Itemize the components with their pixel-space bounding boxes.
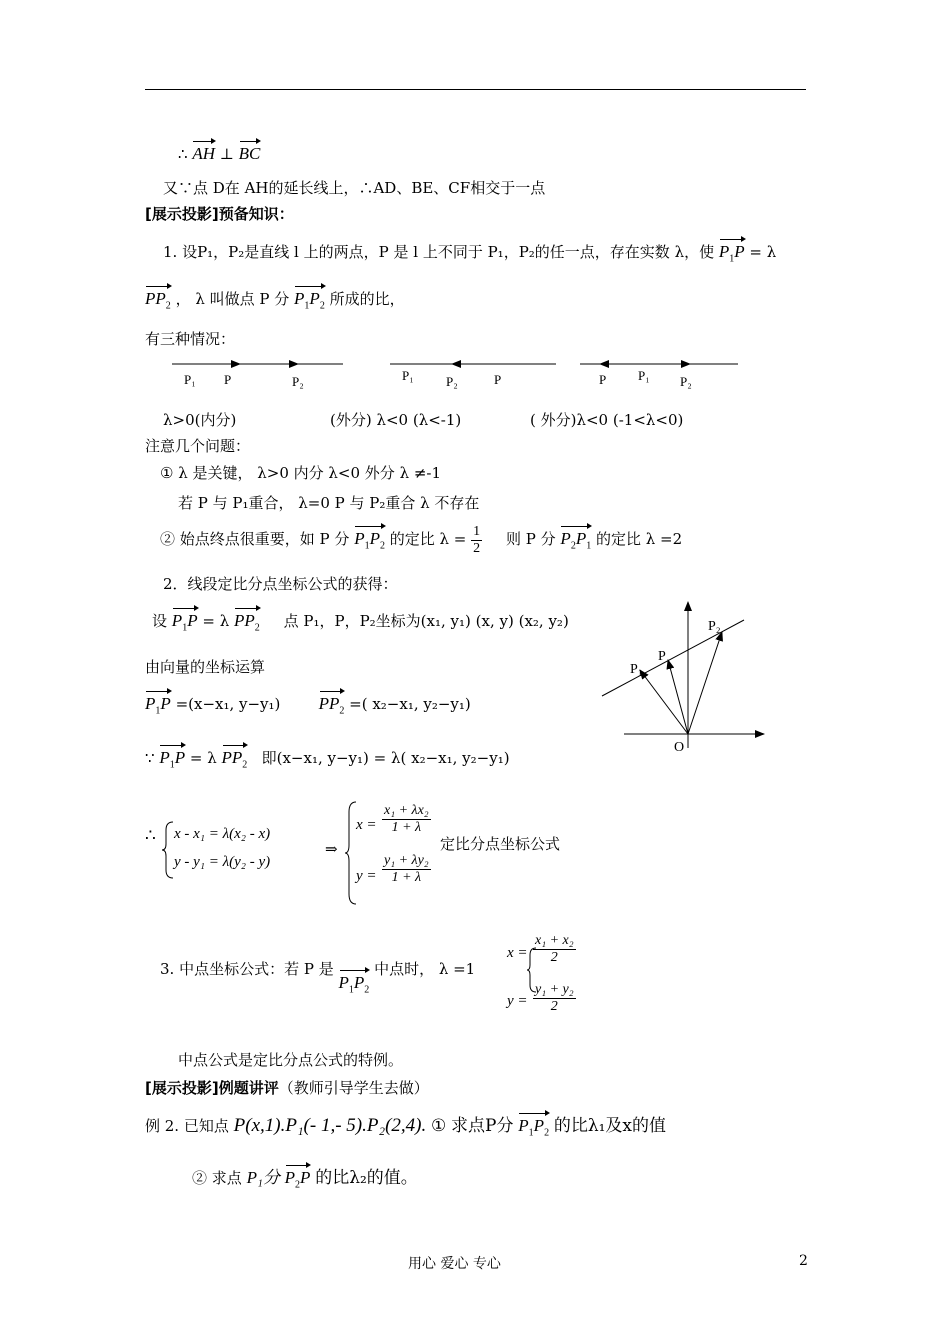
section-title-prep: [展示投影]预备知识： xyxy=(145,205,294,223)
coordinate-diagram xyxy=(598,598,770,758)
vector-p1p-coord: $P_1P$ xyxy=(145,688,171,716)
mid-y-num: y₁ + y₂ xyxy=(535,982,574,997)
vector-pp2-because: $PP_2$ xyxy=(222,742,248,770)
vector-pp2-value: =( x₂−x₁, y₂−y₁) xyxy=(349,695,471,713)
fraction-num: 1 xyxy=(473,523,481,539)
sys-y-frac xyxy=(382,853,431,886)
example-2-text-d: P₁分 xyxy=(246,1168,280,1187)
vector-p1p-because: $P_1P$ xyxy=(159,742,185,770)
sys-y-lhs: y = xyxy=(356,868,377,884)
vector-p1p2: $P_1P_2$ xyxy=(294,283,325,311)
para-3-text-a: 3. 中点坐标公式：若 P 是 xyxy=(160,960,334,978)
label-p1: P₁ xyxy=(630,662,643,677)
notes-title: 注意几个问题： xyxy=(145,437,251,455)
example-2-text-e: 的比λ₂的值。 xyxy=(315,1168,418,1188)
left-brace-2 xyxy=(344,800,358,906)
case2-label-p2: P₂ xyxy=(446,374,458,389)
mid-x-den: 2 xyxy=(550,950,558,965)
vector-p1p-value: =(x−x₁, y−y₁) xyxy=(175,695,281,713)
sys-x-frac xyxy=(382,803,431,836)
because-eq: = λ xyxy=(189,749,217,767)
vector-pp2: $PP_2$ xyxy=(145,283,171,311)
case3-label-p2: P₂ xyxy=(680,374,692,389)
sys-label: 定比分点坐标公式 xyxy=(440,835,561,853)
sys-eq-1: x - x₁ = λ(x₂ - x) xyxy=(174,826,271,842)
section-title-examples-rest: （教师引导学生去做） xyxy=(278,1079,429,1097)
mid-y-den: 2 xyxy=(550,999,558,1014)
line-altitudes: 又∵点 D在 AH的延长线上，∴AD、BE、CF相交于一点 xyxy=(163,179,546,197)
example-2-text-c: 的比λ₁及x的值 xyxy=(553,1116,667,1136)
case1-label-p2: P₂ xyxy=(292,374,304,389)
line-l xyxy=(602,620,744,696)
case1-label-p1: P₁ xyxy=(184,372,196,387)
example-2-points: P(x,1).P₁(- 1,- 5).P₂(2,4). xyxy=(233,1115,427,1136)
case2-label-p: P xyxy=(494,372,502,387)
vector-pp2-set: $PP_2$ xyxy=(234,605,260,633)
therefore-symbol: ∴ xyxy=(178,145,188,163)
implies-arrow: ⇒ xyxy=(325,840,338,858)
vector-p1p2-mid: $P_1P_2$ xyxy=(339,967,370,995)
para-2-set-label: 设 xyxy=(152,612,168,630)
para-3-text-b: 中点时， λ =1 xyxy=(374,960,476,978)
three-cases-diagram xyxy=(160,352,760,394)
para-1-text-c: 所成的比， xyxy=(329,290,405,308)
mid-y-lhs: y = xyxy=(507,993,528,1009)
because-text: 即(x−x₁, y−y₁) = λ( x₂−x₁, y₂−y₁) xyxy=(261,749,510,767)
mid-x-lhs: x = xyxy=(507,945,528,961)
vector-p1p2-note: $P_1P_2$ xyxy=(354,523,385,551)
note-2-text-a: ② 始点终点很重要，如 P 分 xyxy=(160,530,350,548)
para-2-eq: = λ xyxy=(202,612,230,630)
section-title-examples-bold: [展示投影]例题讲评 xyxy=(145,1079,279,1097)
perp-symbol: ⊥ xyxy=(219,145,234,163)
case3-description: ( 外分)λ<0 (-1<λ<0) xyxy=(530,411,684,429)
note-2 xyxy=(160,523,682,557)
sys-x-den: 1 + λ xyxy=(391,820,422,835)
para-2-coords: 点 P₁，P，P₂坐标为(x₁, y₁) (x, y) (x₂, y₂) xyxy=(283,612,569,630)
section-title-examples xyxy=(145,1077,429,1098)
sys-y-num: y₁ + λy₂ xyxy=(384,853,429,868)
vector-op xyxy=(668,660,688,734)
vector-p2p1: $P_2P_1$ xyxy=(560,523,591,551)
mid-x-frac xyxy=(533,933,576,966)
page-number: 2 xyxy=(799,1253,808,1269)
three-cases-label: 有三种情况： xyxy=(145,330,236,348)
para-2-set xyxy=(152,605,569,633)
vector-p1p2-ex: $P_1P_2$ xyxy=(518,1110,549,1138)
note-1b: 若 P 与 P₁重合， λ=0 P 与 P₂重合 λ 不存在 xyxy=(178,494,480,512)
vector-ah: AH xyxy=(192,138,215,162)
vector-bc: BC xyxy=(239,138,261,162)
sys-y-den: 1 + λ xyxy=(391,870,422,885)
header-rule xyxy=(145,89,806,90)
case3-label-p: P xyxy=(599,372,607,387)
vector-op1 xyxy=(640,670,688,734)
para-1-eq: = λ xyxy=(749,243,777,261)
example-2-text-b: 求点P分 xyxy=(451,1116,514,1136)
case2-description: (外分) λ<0 (λ<-1) xyxy=(330,411,462,429)
label-p2: P₂ xyxy=(708,619,721,634)
fraction-den: 2 xyxy=(473,540,481,556)
para-1-text-b: ， λ 叫做点 P 分 xyxy=(175,290,290,308)
vector-p1p-set: $P_1P$ xyxy=(172,605,198,633)
fraction-one-half xyxy=(471,524,482,557)
example-2-circle-1: ① xyxy=(431,1116,447,1136)
vector-op-label: 由向量的坐标运算 xyxy=(145,658,266,676)
example-2 xyxy=(145,1110,666,1138)
case1-label-p: P xyxy=(224,372,232,387)
para-1-text: 1. 设P₁，P₂是直线 l 上的两点，P 是 l 上不同于 P₁，P₂的任一点，存在实数 λ，使 xyxy=(163,243,715,261)
sys-therefore: ∴ xyxy=(145,826,156,846)
midpoint-note: 中点公式是定比分点公式的特例。 xyxy=(178,1051,404,1069)
vector-p2p-ex: $P_2P$ xyxy=(285,1162,311,1190)
footer-center: 用心 爱心 专心 xyxy=(408,1256,501,1272)
vector-p1p: $P_1P$ xyxy=(719,236,745,264)
vector-pp2-coord: $PP_2$ xyxy=(319,688,345,716)
example-2-part-2 xyxy=(192,1162,418,1190)
para-1 xyxy=(163,236,776,264)
mid-x-num: x₁ + x₂ xyxy=(535,933,574,948)
para-2-title: 2．线段定比分点坐标公式的获得： xyxy=(163,575,398,593)
sys-x-num: x₁ + λx₂ xyxy=(384,803,429,818)
vector-coords-line xyxy=(145,688,471,716)
left-brace-1 xyxy=(161,820,175,880)
example-2-circle-2: ② 求点 xyxy=(192,1169,242,1187)
sys-x-lhs: x = xyxy=(356,817,377,833)
case1-description: λ>0(内分) xyxy=(163,411,237,429)
label-p: P xyxy=(658,649,666,664)
case2-label-p1: P₁ xyxy=(402,368,414,383)
case3-label-p1: P₁ xyxy=(638,368,650,383)
para-1-cont xyxy=(145,283,405,311)
mid-y-frac xyxy=(533,982,576,1015)
label-origin: O xyxy=(674,740,685,755)
because-symbol: ∵ xyxy=(145,749,155,767)
example-2-label: 例 2. 已知点 xyxy=(145,1117,229,1135)
note-1: ① λ 是关键， λ>0 内分 λ<0 外分 λ ≠-1 xyxy=(160,464,442,482)
note-2-text-c: 则 P 分 xyxy=(506,530,556,548)
note-2-text-d: 的定比 λ =2 xyxy=(595,530,683,548)
sys-eq-2: y - y₁ = λ(y₂ - y) xyxy=(174,854,271,870)
because-line xyxy=(145,742,510,770)
note-2-text-b: 的定比 λ = xyxy=(389,530,467,548)
para-3 xyxy=(160,958,475,995)
therefore-perp-line xyxy=(178,138,260,163)
